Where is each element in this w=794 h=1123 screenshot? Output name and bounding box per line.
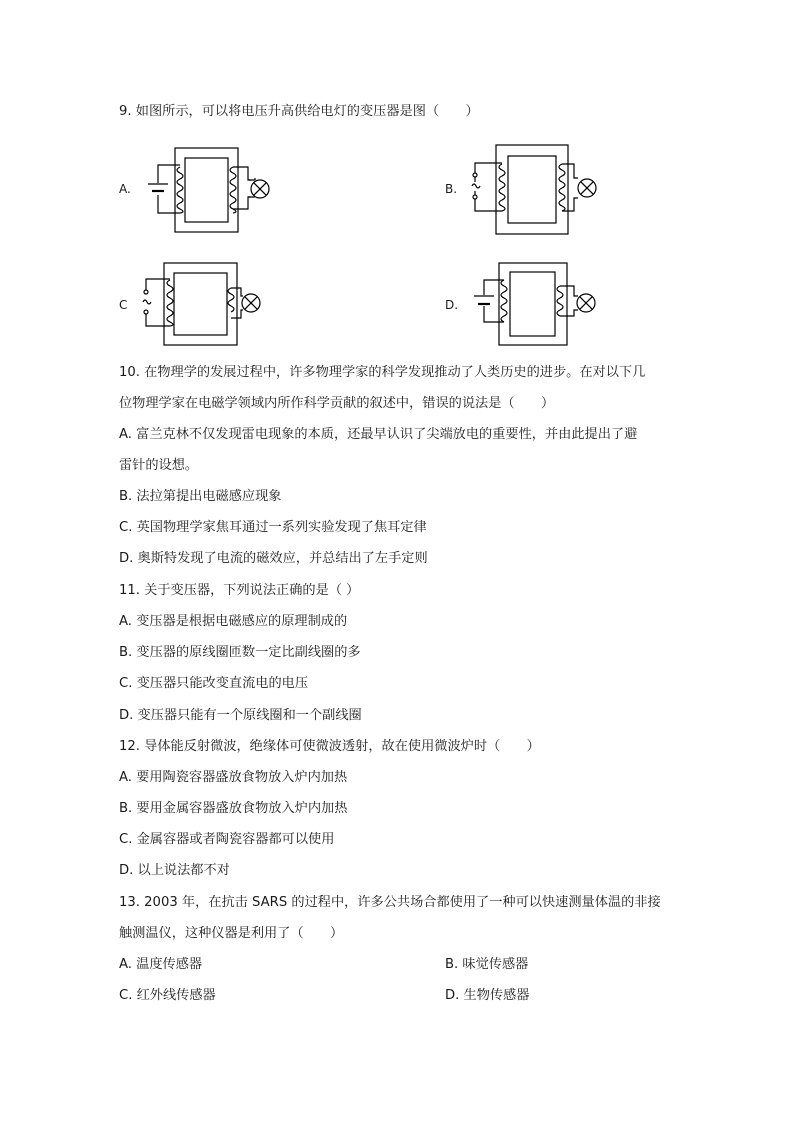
q12-stem: 12. 导体能反射微波，绝缘体可使微波透射，故在使用微波炉时（ ） [119, 739, 540, 754]
transformer-dc-diagram [140, 145, 275, 237]
q13-option-c[interactable]: C. 红外线传感器 [119, 988, 216, 1003]
q10-option-c[interactable]: C. 英国物理学家焦耳通过一系列实验发现了焦耳定律 [119, 520, 427, 535]
q10-option-a-line2[interactable]: 雷针的设想。 [119, 458, 199, 473]
q11-option-a[interactable]: A. 变压器是根据电磁感应的原理制成的 [119, 614, 348, 629]
q9-stem: 9. 如图所示，可以将电压升高供给电灯的变压器是图（ ） [119, 104, 479, 119]
q12-option-b[interactable]: B. 要用金属容器盛放食物放入炉内加热 [119, 801, 348, 816]
q9-figure-b-label: B. [445, 182, 458, 196]
q13-stem-line2: 触测温仪，这种仪器是利用了（ ） [119, 926, 344, 941]
q13-option-b[interactable]: B. 味觉传感器 [445, 957, 529, 972]
q11-option-d[interactable]: D. 变压器只能有一个原线圈和一个副线圈 [119, 708, 362, 723]
q11-option-c[interactable]: C. 变压器只能改变直流电的电压 [119, 676, 309, 691]
q12-option-c[interactable]: C. 金属容器或者陶瓷容器都可以使用 [119, 832, 335, 847]
q10-option-d[interactable]: D. 奥斯特发现了电流的磁效应，并总结出了左手定则 [119, 551, 428, 566]
q11-stem: 11. 关于变压器，下列说法正确的是（ ） [119, 583, 360, 598]
q9-figure-a-label: A. [119, 182, 131, 196]
q9-figure-d[interactable] [470, 260, 602, 348]
q10-option-a-line1[interactable]: A. 富兰克林不仅发现雷电现象的本质，还最早认识了尖端放电的重要性，并由此提出了避 [119, 427, 638, 442]
q13-option-d[interactable]: D. 生物传感器 [445, 988, 530, 1003]
q10-stem-line2: 位物理学家在电磁学领域内所作科学贡献的叙述中，错误的说法是（ ） [119, 396, 555, 411]
q11-option-b[interactable]: B. 变压器的原线圈匝数一定比副线圈的多 [119, 645, 361, 660]
q9-figure-b[interactable] [464, 142, 602, 238]
q9-figure-c-label: C [119, 298, 128, 312]
transformer-ac-diagram [464, 142, 602, 238]
q12-option-d[interactable]: D. 以上说法都不对 [119, 863, 230, 878]
q9-figure-d-label: D. [445, 298, 459, 312]
q9-figure-a[interactable] [140, 145, 275, 237]
q10-stem-line1: 10. 在物理学的发展过程中，许多物理学家的科学发现推动了人类历史的进步。在对以下几 [119, 365, 646, 380]
q10-option-b[interactable]: B. 法拉第提出电磁感应现象 [119, 489, 282, 504]
q9-figure-c[interactable] [137, 260, 267, 348]
q13-option-a[interactable]: A. 温度传感器 [119, 957, 203, 972]
q13-stem-line1: 13. 2003 年，在抗击 SARS 的过程中，许多公共场合都使用了一种可以快速测量体温的非接 [119, 895, 661, 910]
q12-option-a[interactable]: A. 要用陶瓷容器盛放食物放入炉内加热 [119, 770, 348, 785]
transformer-ac-diagram [137, 260, 267, 348]
transformer-dc-diagram [470, 260, 602, 348]
